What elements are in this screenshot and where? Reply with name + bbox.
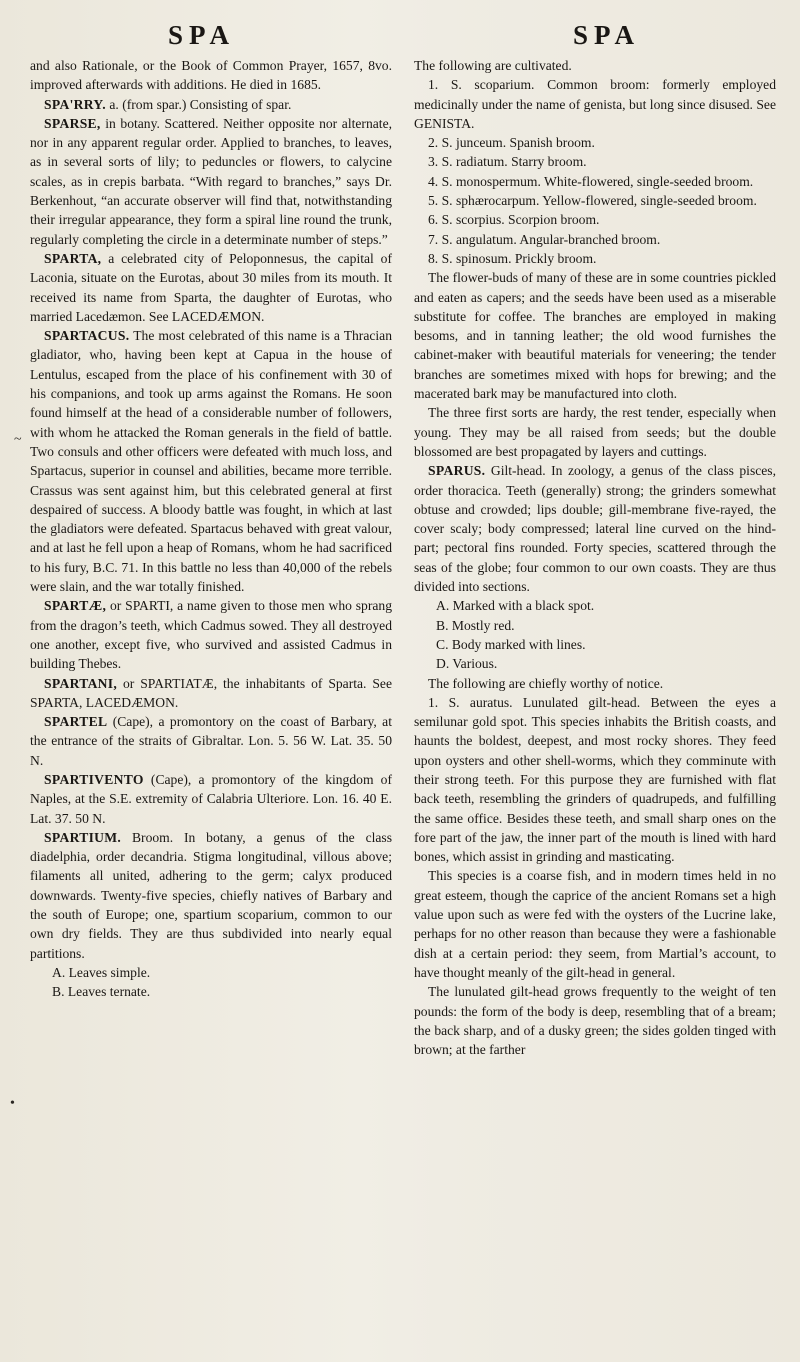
entry-headword: SPARSE, — [44, 115, 101, 131]
dictionary-entry — [30, 770, 392, 828]
dictionary-entry — [30, 95, 392, 114]
entry-text: 6. S. scorpius. Scorpion broom. — [428, 212, 600, 228]
entry-text: The three first sorts are hardy, the rest tender, especially when young. They may be all raised from seeds; but the double blossomed are best propagated by layers and cuttings. — [414, 405, 776, 459]
entry-text: The lunulated gilt-head grows frequently to the weight of ten pounds: the form of the body is deep, resembling that of a bream; the back sharp, and of a dusky green; the sides golden tinged with brown; at the farther — [414, 984, 776, 1058]
entry-text: (Cape), a promontory of the kingdom of Naples, at the S.E. extremity of Calabria Ulteriore. Lon. 16. 40 E. Lat. 37. 50 N. — [30, 771, 392, 826]
paragraph — [414, 866, 776, 982]
paragraph — [414, 191, 776, 210]
paragraph — [414, 56, 776, 75]
running-header — [0, 20, 800, 54]
paragraph — [414, 152, 776, 171]
paragraph — [30, 56, 392, 95]
dictionary-entry — [30, 114, 392, 249]
entry-text: 1. S. scoparium. Common broom: formerly employed medicinally under the name of genista, but long since disused. See GENISTA. — [414, 77, 776, 131]
entry-text: a. (from spar.) Consisting of spar. — [105, 96, 292, 112]
header-right: SPA — [573, 20, 641, 50]
entry-text: This species is a coarse fish, and in modern times held in no great esteem, though the caprice of the ancient Romans set a high value upon such as were fed with the oysters of the Lucrine lake, perhaps for no other reason than because they were a fashionable dish at a certain period: they seem, from Martial’s account, to have thought meanly of the gilt-head in general. — [414, 868, 776, 980]
dictionary-entry — [30, 249, 392, 326]
entry-text: The most celebrated of this name is a Thracian gladiator, who, having been kept at Capua in the house of Lentulus, escaped from the place of his confinement with 30 of his companions, and took up arms against the Romans. He soon found himself at the head of a considerable number of followers, with whom he attacked the Roman generals in the field of battle. Two consuls and other officers were defeated with much loss, and Spartacus, superior in counsel and abilities, became more terrible. Crassus was sent against him, but this celebrated general at first despaired of success. A bloody battle was fought, in which at last the gladiators were defeated. Spartacus behaved with great valour, and at last he fell upon a heap of Romans, whom he had sacrificed to his fury, B.C. 71. In this battle no less than 40,000 of the rebels were slain, and the war totally finished. — [30, 328, 392, 595]
subsection-line — [414, 654, 776, 673]
entry-text: 5. S. sphærocarpum. Yellow-flowered, single-seeded broom. — [428, 193, 757, 209]
entry-text: D. Various. — [436, 656, 498, 672]
paragraph — [414, 249, 776, 268]
entry-text: 1. S. auratus. Lunulated gilt-head. Between the eyes a semilunar gold spot. This species inhabits the British coasts, and haunts the boldest, deepest, and most rocky shores. They feed upon oysters and other shell-worms, which they comminute with their strong teeth. For this purpose they are furnished with flat back teeth, resembling the grinders of quadrupeds, and fulfilling the same office. Besides these teeth, and small sharp ones on the fore part of the jaw, the inner part of the mouth is lined with hard bones, which assist in grinding and masticating. — [414, 694, 776, 865]
entry-text: 2. S. junceum. Spanish broom. — [428, 135, 595, 151]
margin-mark: ~ — [14, 432, 22, 447]
entry-text: and also Rationale, or the Book of Common Prayer, 1657, 8vo. improved afterwards with additions. He died in 1685. — [30, 58, 392, 93]
entry-text: in botany. Scattered. Neither opposite nor alternate, nor in any apparent regular order. Applied to branches, to leaves, as in several sorts of lily; to peduncles or flowers, to calycine scales, as in crepis barbata. “With regard to branches,” says Dr. Berkenhout, “an accurate observer will find that, notwithstanding their irregular appearance, they form a spiral line round the trunk, regularly completing the circle in a determinate number of steps.” — [30, 115, 392, 247]
subsection-line — [414, 635, 776, 654]
entry-text: (Cape), a promontory on the coast of Barbary, at the entrance of the straits of Gibraltar. Lon. 5. 56 W. Lat. 35. 50 N. — [30, 714, 392, 768]
paragraph — [414, 693, 776, 867]
entry-headword: SPARTANI, — [44, 675, 118, 691]
dictionary-entry — [30, 828, 392, 963]
paragraph — [414, 230, 776, 249]
entry-headword: SPARTIUM. — [44, 829, 122, 845]
subsection-line — [414, 596, 776, 615]
entry-headword: SPARTIVENTO — [44, 771, 144, 787]
dictionary-entry — [30, 674, 392, 713]
paragraph — [414, 133, 776, 152]
entry-text: a celebrated city of Peloponnesus, the capital of Laconia, situate on the Eurotas, about 30 miles from its mouth. It received its name from Sparta, the daughter of Eurotas, who married Lacedæmon. See LACEDÆMON. — [30, 250, 392, 324]
entry-text: or SPARTIATÆ, the inhabitants of Sparta. See SPARTA, LACEDÆMON. — [30, 675, 392, 710]
entry-text: B. Mostly red. — [436, 617, 515, 633]
entry-headword: SPARTEL — [44, 714, 108, 730]
entry-text: B. Leaves ternate. — [52, 984, 151, 1000]
entry-text: The following are cultivated. — [414, 58, 572, 73]
dictionary-entry — [30, 712, 392, 770]
entry-headword: SPARUS. — [428, 463, 486, 479]
entry-text: 7. S. angulatum. Angular-branched broom. — [428, 231, 661, 247]
dictionary-entry — [30, 326, 392, 596]
dictionary-entry — [414, 461, 776, 596]
paragraph — [414, 75, 776, 133]
paragraph — [414, 210, 776, 229]
entry-headword: SPARTACUS. — [44, 328, 130, 344]
subsection-line — [30, 982, 392, 1001]
entry-text: Gilt-head. In zoology, a genus of the class pisces, order thoracica. Teeth (generally) strong; the grinders somewhat obtuse and crowded; lips double; gill-membrane five-rayed, the cover scaly; body compressed; lateral line curved on the hind-part; pectoral fins rounded. Forty species, scattered through the seas of the globe; four common to our own coasts. They are thus divided into sections. — [414, 463, 776, 595]
entry-text: The flower-buds of many of these are in some countries pickled and eaten as capers; and the seeds have been used as a miserable substitute for coffee. The branches are employed in making besoms, and in tanning leather; the old wood furnishes the cabinet-maker with beautiful materials for veneering; the tender branches are sometimes mixed with hops for brewing; and the macerated bark may be manufactured into cloth. — [414, 270, 776, 402]
entry-text: or SPARTI, a name given to those men who sprang from the dragon’s teeth, which Cadmus sowed. They all destroyed one another, except five, who survived and assisted Cadmus in building Thebes. — [30, 598, 392, 672]
entry-text: 3. S. radiatum. Starry broom. — [428, 154, 587, 170]
paragraph — [414, 172, 776, 191]
left-column — [30, 56, 392, 1002]
paragraph — [414, 268, 776, 403]
right-column — [414, 56, 776, 1059]
paragraph — [414, 982, 776, 1059]
entry-text: Broom. In botany, a genus of the class diadelphia, order decandria. Stigma longitudinal, villous above; filaments all united, adhering to the germ; calyx produced downwards. Twenty-five species, chiefly natives of Barbary and the south of Europe; one, spartium scoparium, common to our own dry fields. They are thus subdivided into nearly equal partitions. — [30, 829, 392, 961]
entry-text: A. Leaves simple. — [52, 964, 151, 980]
paragraph — [414, 674, 776, 693]
entry-text: A. Marked with a black spot. — [436, 598, 595, 614]
margin-mark: • — [10, 1096, 15, 1111]
entry-headword: SPA'RRY. — [44, 96, 106, 112]
entry-text: The following are chiefly worthy of notice. — [428, 675, 664, 691]
subsection-line — [414, 616, 776, 635]
entry-text: C. Body marked with lines. — [436, 636, 586, 652]
header-left: SPA — [168, 20, 236, 50]
subsection-line — [30, 963, 392, 982]
entry-text: 8. S. spinosum. Prickly broom. — [428, 250, 597, 266]
paragraph — [414, 403, 776, 461]
entry-headword: SPARTA, — [44, 250, 102, 266]
entry-text: 4. S. monospermum. White-flowered, single-seeded broom. — [428, 173, 754, 189]
dictionary-entry — [30, 596, 392, 673]
entry-headword: SPARTÆ, — [44, 598, 107, 614]
